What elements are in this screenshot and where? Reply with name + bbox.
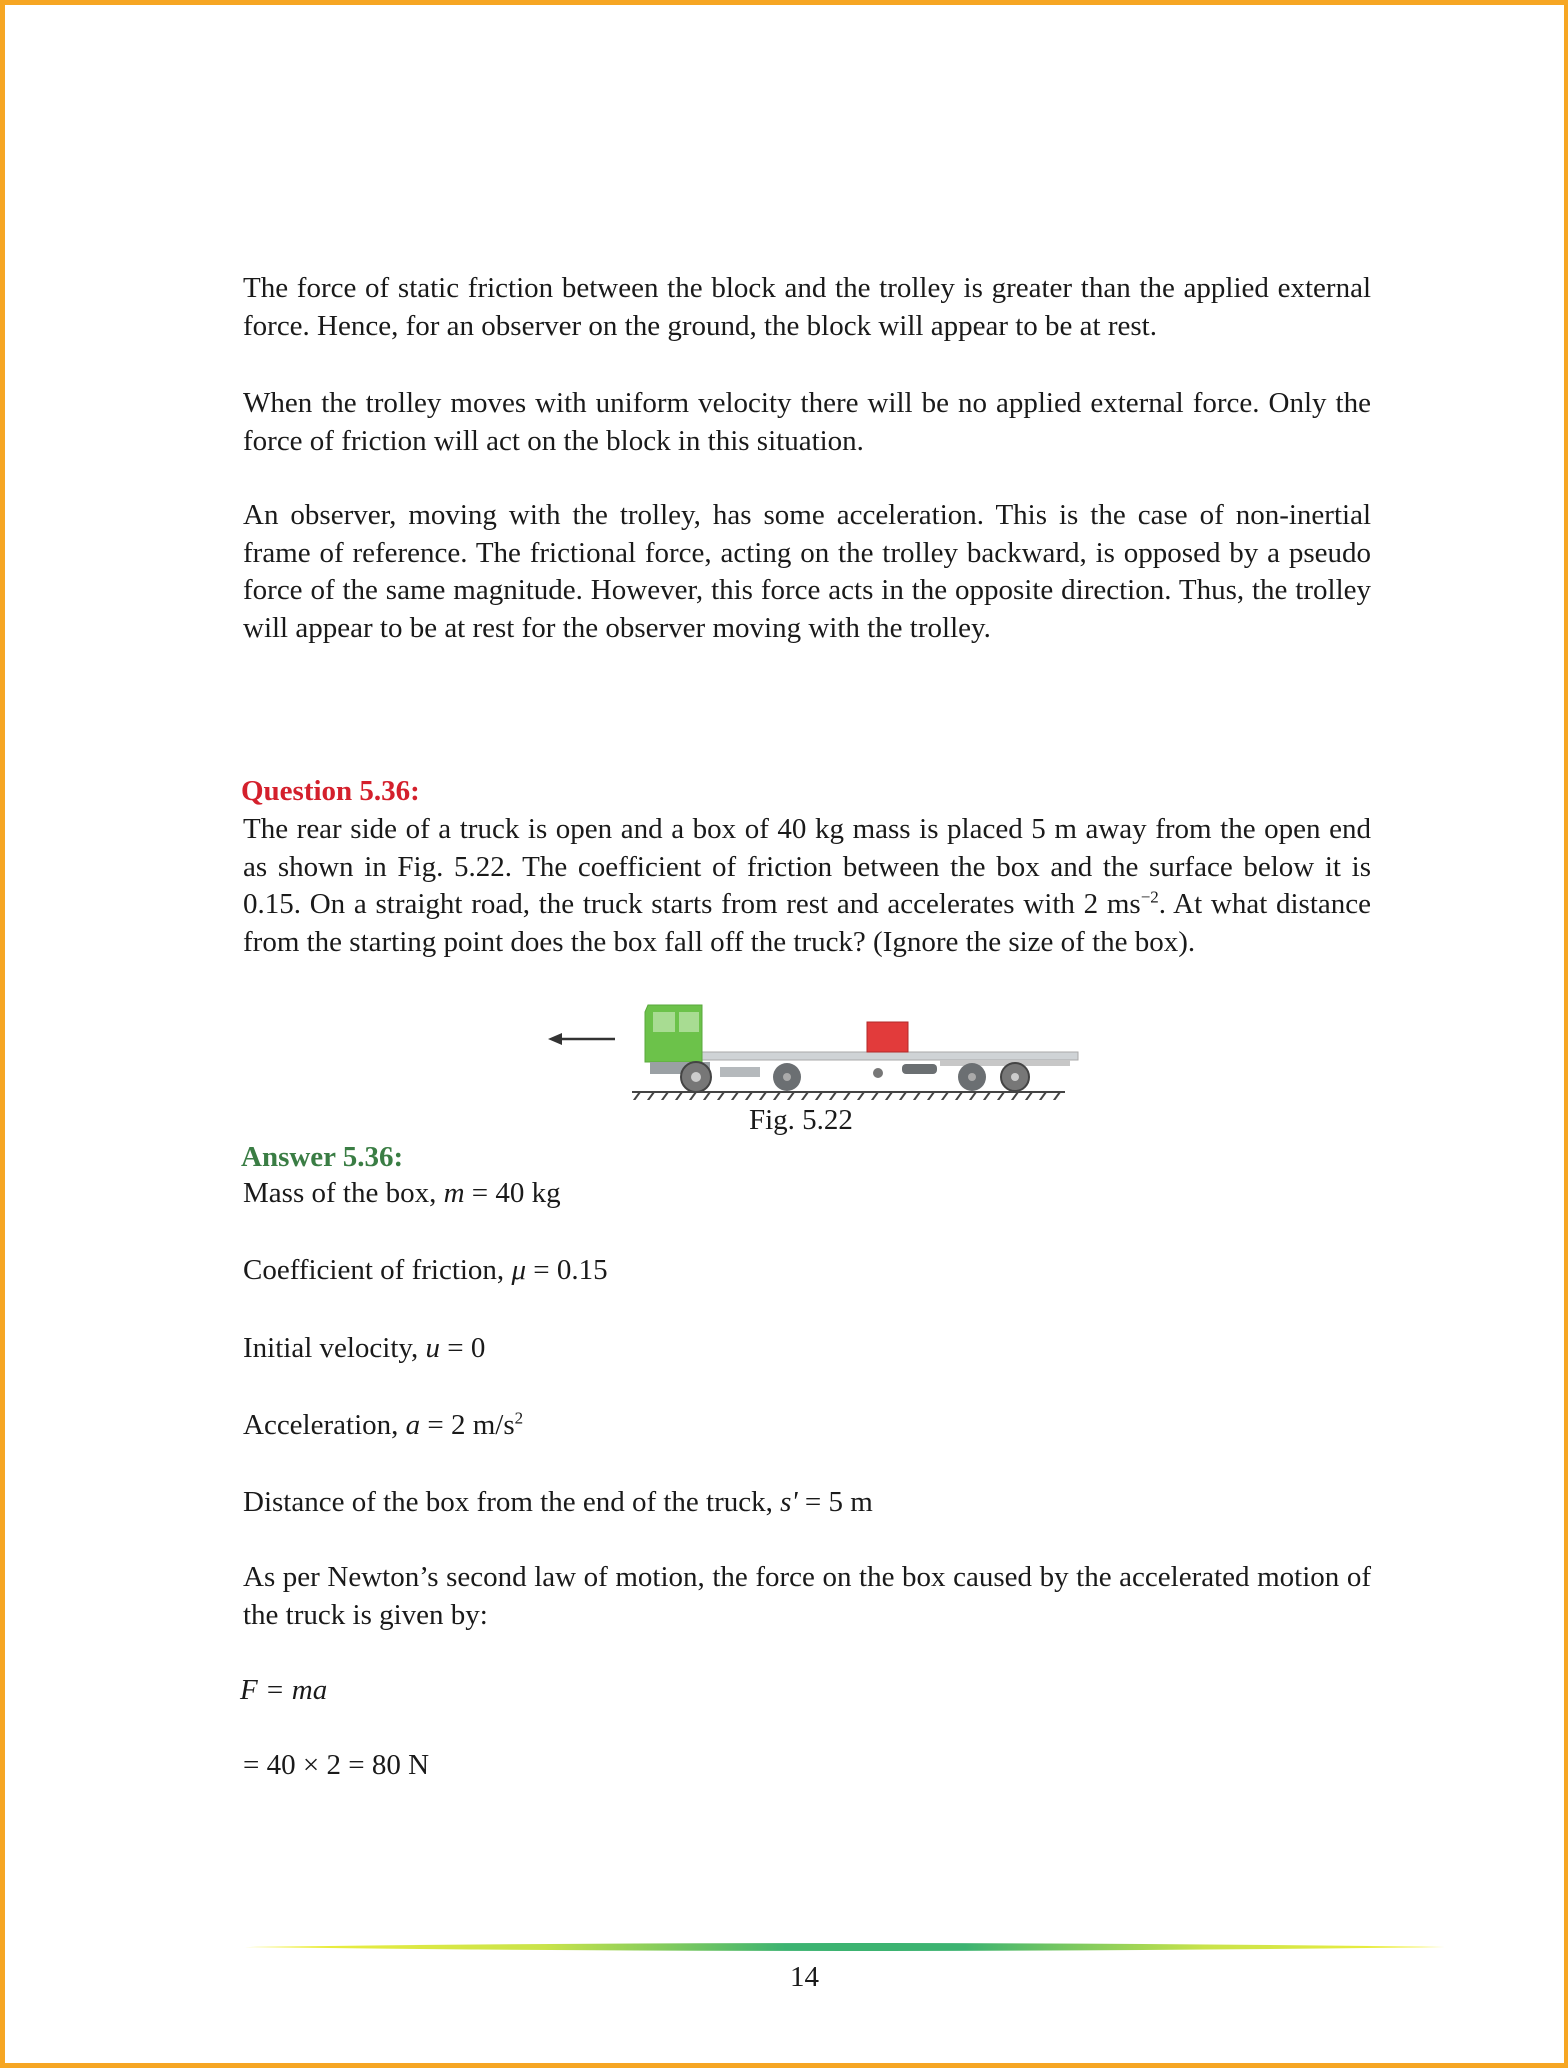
- question-text-part1: The rear side of a truck is open and a box of 40 kg mass is placed 5 m away from the open end as shown in Fig. 5.22. The coefficient of friction between the box and the surface below it is 0.15. On a straight road, the truck starts from rest and accelerates with 2 ms: [243, 813, 1371, 920]
- given-mass: [243, 1177, 561, 1210]
- equation-result: = 40 × 2 = 80 N: [243, 1749, 430, 1781]
- given-value: = 5 m: [797, 1486, 873, 1518]
- equation-rhs: = ma: [257, 1674, 328, 1706]
- paragraph-uniform-velocity: When the trolley moves with uniform velocity there will be no applied external force. Only the force of friction will act on the block in this situation.: [243, 387, 1371, 457]
- given-acceleration: [243, 1409, 523, 1442]
- box: [867, 1022, 908, 1052]
- equation-force: [240, 1674, 327, 1707]
- given-variable: a: [405, 1409, 421, 1441]
- paragraph-static-friction: The force of static friction between the block and the trolley is greater than the applied external force. Hence, for an observer on the ground, the block will appear to be at rest.: [243, 272, 1371, 342]
- direction-arrow: [548, 1033, 615, 1045]
- given-distance: [243, 1486, 873, 1519]
- footer-rule: [245, 1941, 1445, 1953]
- ground-hatching: [632, 1092, 1065, 1100]
- newton-law-text: As per Newton’s second law of motion, the force on the box caused by the accelerated motion of the truck is given by:: [243, 1561, 1371, 1631]
- question-heading: Question 5.36:: [241, 775, 420, 807]
- given-label: Coefficient of friction,: [243, 1254, 512, 1286]
- given-value: = 0.15: [526, 1254, 608, 1286]
- given-label: Initial velocity,: [243, 1332, 426, 1364]
- given-value: = 0: [440, 1332, 486, 1364]
- given-label: Acceleration,: [243, 1409, 406, 1441]
- page-number: 14: [790, 1961, 819, 1993]
- given-label: Distance of the box from the end of the truck,: [243, 1486, 781, 1518]
- given-label: Mass of the box,: [243, 1177, 444, 1209]
- given-superscript: 2: [514, 1408, 524, 1428]
- equation-lhs: F: [240, 1674, 258, 1706]
- question-text: [243, 811, 1371, 961]
- given-value: = 2 m/s: [420, 1409, 515, 1441]
- given-variable: u: [425, 1332, 441, 1364]
- question-superscript: −2: [1140, 887, 1159, 907]
- answer-heading: Answer 5.36:: [241, 1141, 404, 1173]
- question-text-part2: . At what distance from the starting point does the box fall off the truck? (Ignore the size of the box).: [243, 888, 1372, 958]
- paragraph-non-inertial: An observer, moving with the trolley, has some acceleration. This is the case of non-inertial frame of reference. The frictional force, acting on the trolley backward, is opposed by a pseudo force of the same magnitude. However, this force acts in the opposite direction. Thus, the trolley will appear to be at rest for the observer moving with the trolley.: [243, 499, 1371, 644]
- given-variable: μ: [511, 1254, 526, 1286]
- given-variable: s': [780, 1486, 798, 1518]
- given-friction: [243, 1254, 608, 1287]
- given-initial-velocity: [243, 1332, 485, 1365]
- truck-figure: [540, 990, 1080, 1100]
- given-variable: m: [443, 1177, 465, 1209]
- figure-caption: Fig. 5.22: [749, 1104, 853, 1136]
- trailer-parts: [720, 1064, 937, 1078]
- given-value: = 40 kg: [464, 1177, 561, 1209]
